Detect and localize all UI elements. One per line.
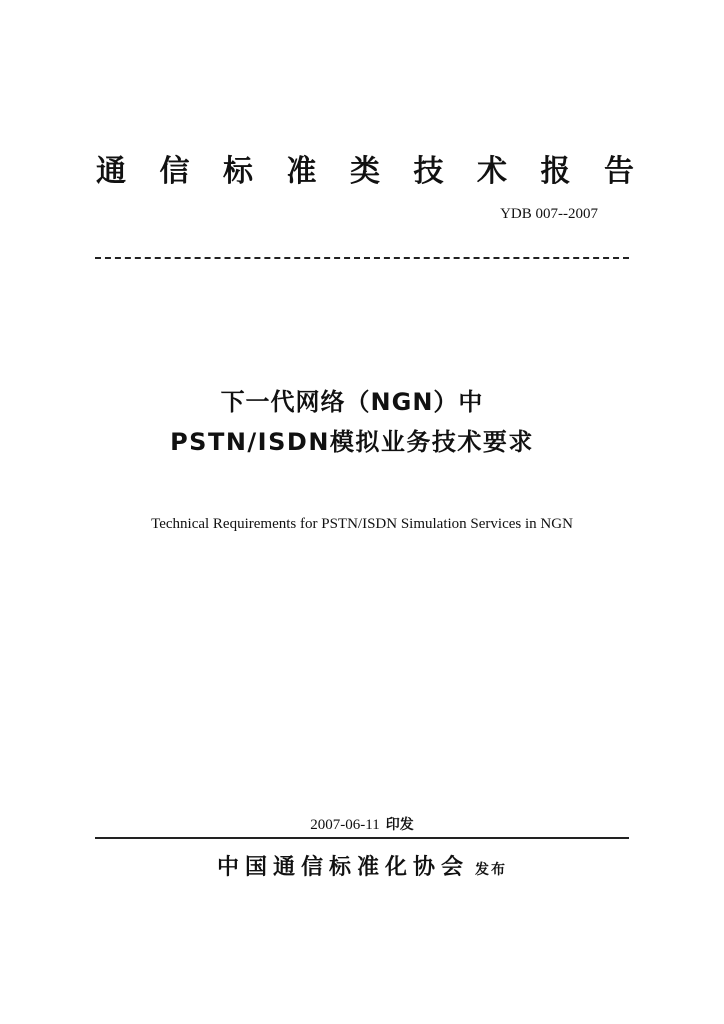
title-cn-line1: 下一代网络（NGN）中: [220, 388, 484, 416]
header-divider: [95, 257, 629, 259]
report-type-char: 类: [350, 154, 380, 189]
report-type-char: 术: [477, 154, 507, 189]
issue-date: 2007-06-11: [310, 817, 380, 833]
report-type-char: 技: [413, 154, 444, 189]
report-type-heading: [95, 146, 635, 190]
title-en: Technical Requirements for PSTN/ISDN Simulation Services in NGN: [151, 516, 573, 532]
publisher-org: 中国通信标准化协会: [216, 855, 469, 880]
title-cn-line2: PSTN/ISDN模拟业务技术要求: [170, 428, 534, 456]
issue-date-line: [0, 814, 724, 834]
footer-divider: [95, 837, 629, 839]
report-type-char: 通: [96, 154, 126, 189]
report-type-char: 标: [223, 154, 253, 189]
report-type-char: 准: [286, 154, 317, 189]
issue-suffix: 印发: [385, 817, 414, 833]
publisher-line: [0, 850, 724, 881]
report-type-char: 信: [159, 154, 190, 189]
report-type-char: 报: [540, 154, 571, 189]
publisher-verb: 发布: [475, 862, 507, 878]
report-type-char: 告: [604, 154, 634, 189]
document-number: YDB 007--2007: [500, 206, 598, 222]
